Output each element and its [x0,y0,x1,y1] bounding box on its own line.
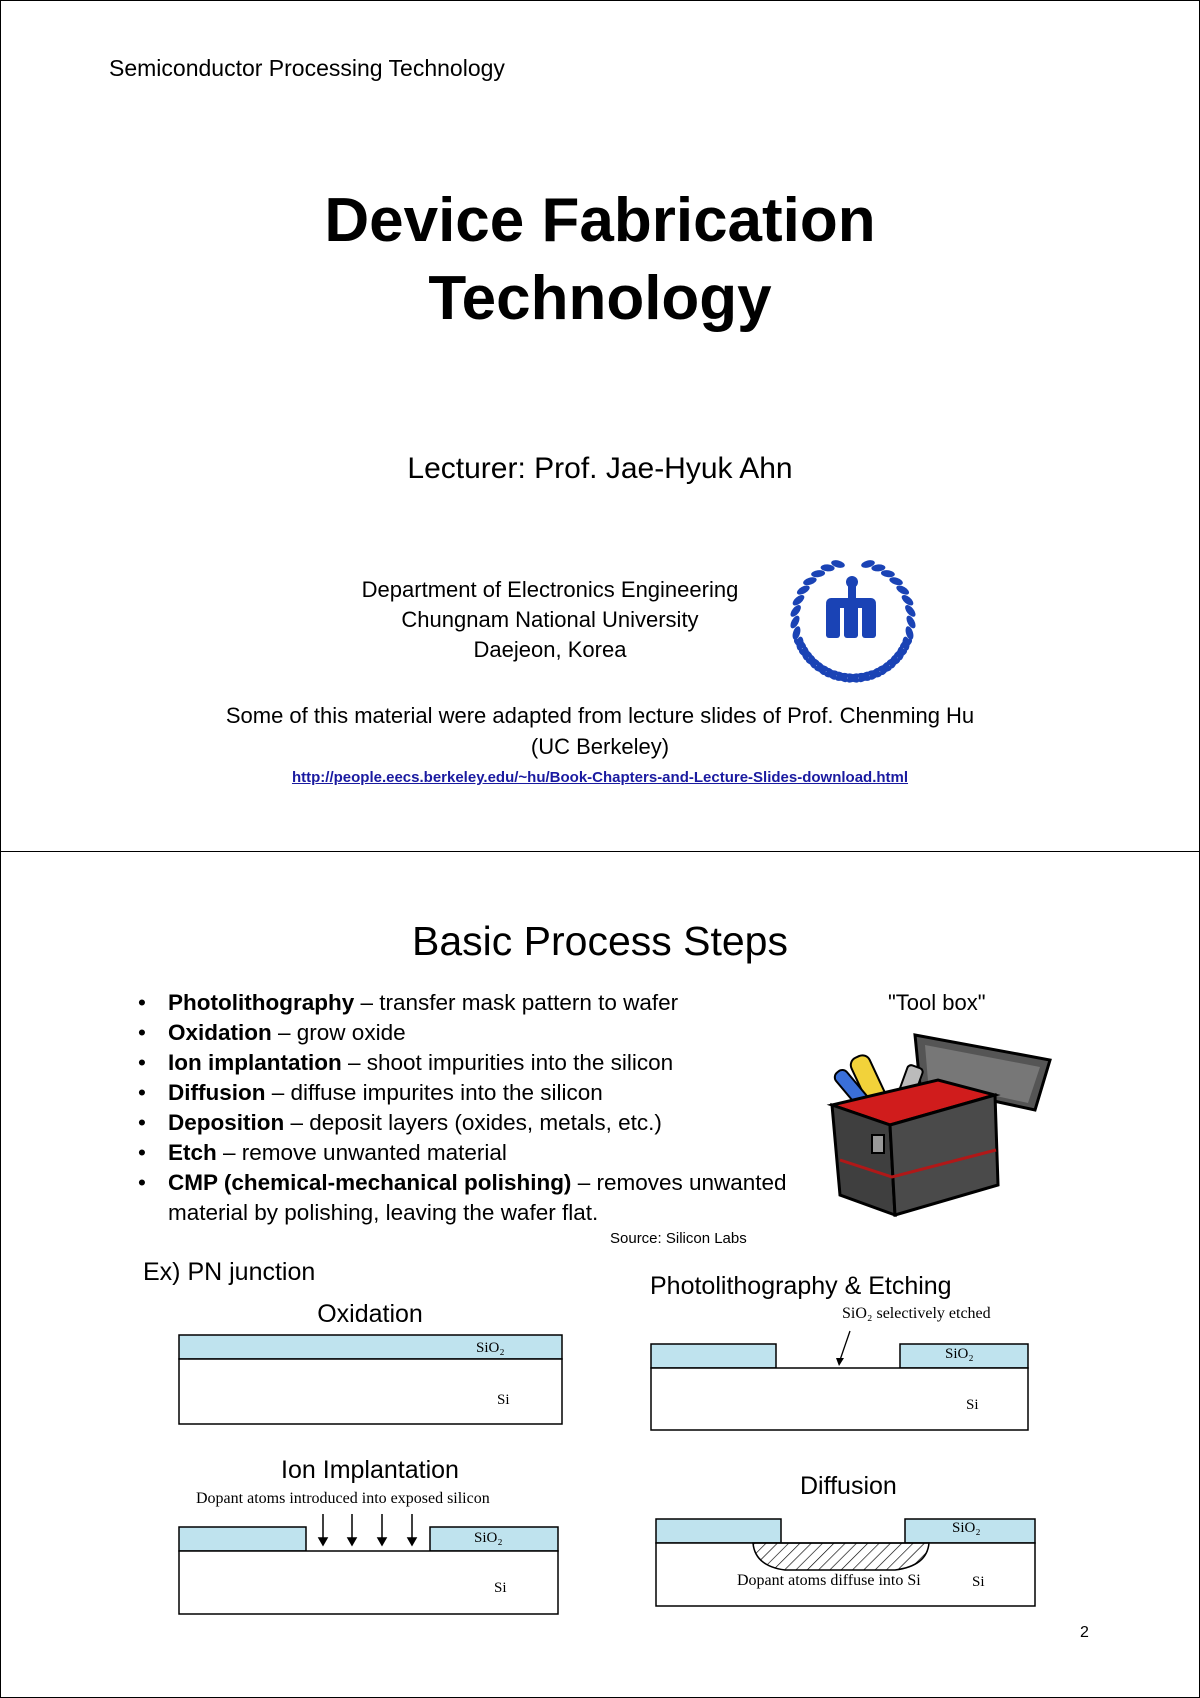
slide-divider [0,851,1200,852]
department-line: Department of Electronics Engineering [361,577,739,602]
oxide-layer-left [656,1519,781,1543]
oxide-label: SiO₂ [474,1530,503,1546]
credit-affiliation: (UC Berkeley) [530,734,670,759]
list-item: • Deposition – deposit layers (oxides, metals, etc.) [138,1108,788,1138]
course-name: Semiconductor Processing Technology [109,55,505,81]
oxide-layer-left [651,1344,776,1368]
substrate-label: Si [497,1392,510,1408]
toolbox-caption: "Tool box" [888,990,986,1015]
photo-note: SiO₂ selectively etched [842,1305,991,1322]
laurel-leaf [795,584,811,597]
department-block [330,575,770,665]
list-item: • Etch – remove unwanted material [138,1138,788,1168]
bullet-icon: • [138,1080,146,1105]
slide2-title: Basic Process Steps [412,918,788,964]
laurel-leaf [895,584,911,597]
toolbox-image [820,1025,1060,1225]
photo-title: Photolithography & Etching [650,1272,952,1300]
implant-title: Ion Implantation [281,1456,459,1484]
bullet-icon: • [138,990,146,1015]
laurel-leaf [845,671,861,684]
diffused-region [753,1543,929,1570]
title-line-2: Technology [428,264,772,333]
oxidation-diagram [178,1334,563,1426]
bullet-icon: • [138,1170,146,1195]
credit-block [140,700,1060,762]
laurel-leaf [881,569,896,578]
laurel-leaf [811,569,826,578]
laurel-leaf [888,576,903,587]
lecturer: Lecturer: Prof. Jae-Hyuk Ahn [407,452,793,485]
implant-note: Dopant atoms introduced into exposed silicon [196,1490,490,1507]
oxide-label: SiO₂ [952,1520,981,1536]
source-note: Source: Silicon Labs [610,1230,747,1247]
bullet-icon: • [138,1140,146,1165]
arrow-icon [840,1331,850,1360]
laurel-leaf [802,576,817,587]
credit-line: Some of this material were adapted from lecture slides of Prof. Chenming Hu [225,703,975,728]
implant-diagram [178,1512,560,1616]
list-item: • Ion implantation – shoot impurities into the silicon [138,1048,788,1078]
process-steps-list [138,988,788,1228]
diffusion-note: Dopant atoms diffuse into Si [737,1572,921,1589]
diffusion-title: Diffusion [800,1472,897,1500]
title-line-1: Device Fabrication [324,186,876,255]
bullet-icon: • [138,1050,146,1075]
substrate-label: Si [966,1397,979,1413]
university-logo [782,552,924,694]
page-number: 2 [1080,1624,1089,1641]
bullet-icon: • [138,1110,146,1135]
oxide-label: SiO₂ [945,1346,974,1362]
source-link[interactable]: http://people.eecs.berkeley.edu/~hu/Book-Chapters-and-Lecture-Slides-download.html [291,769,909,786]
substrate-label: Si [972,1574,985,1590]
university-line: Chungnam National University [401,607,699,632]
dopant-arrows [319,1514,416,1545]
oxide-label: SiO₂ [476,1340,505,1356]
example-label: Ex) PN junction [143,1258,316,1286]
location-line: Daejeon, Korea [473,637,627,662]
oxidation-title: Oxidation [317,1300,423,1328]
list-item: • CMP (chemical-mechanical polishing) – removes unwanted material by polishing, leaving the wafer flat. [138,1170,787,1225]
slide1-title [0,182,1200,338]
list-item: • Oxidation – grow oxide [138,1018,788,1048]
substrate-label: Si [494,1580,507,1596]
photo-diagram [650,1328,1030,1432]
list-item: • Diffusion – diffuse impurites into the silicon [138,1078,788,1108]
list-item: • Photolithography – transfer mask pattern to wafer [138,988,788,1018]
oxide-layer-left [179,1527,306,1551]
bullet-icon: • [138,1020,146,1045]
